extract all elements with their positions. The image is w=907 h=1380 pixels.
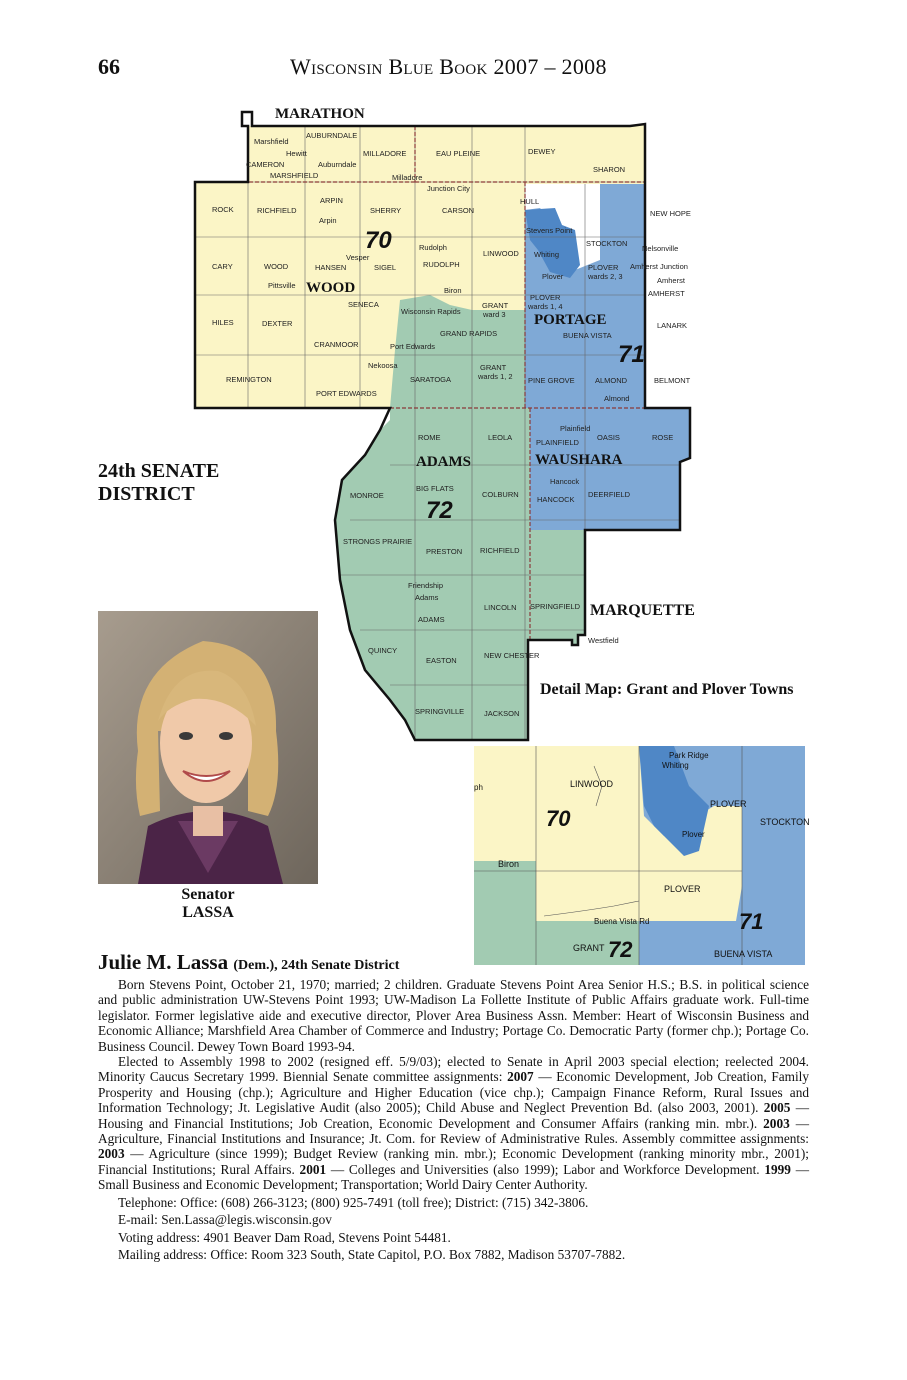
senator-name-line (98, 950, 399, 975)
detail-district-71: 71 (739, 909, 764, 934)
county-label-adams: ADAMS (416, 454, 471, 470)
place-label: wards 1, 2 (478, 372, 513, 381)
bio-year: 2007 (507, 1069, 534, 1085)
photo-caption (98, 886, 318, 922)
place-label: BUENA VISTA (563, 331, 612, 340)
place-label: DEXTER (262, 319, 293, 328)
senator-name: Julie M. Lassa (98, 950, 229, 974)
place-label: Plainfield (560, 424, 591, 433)
place-label: REMINGTON (226, 375, 272, 384)
detail-map (474, 746, 810, 965)
place-label: ROSE (652, 433, 674, 442)
place-label: CAMERON (246, 160, 285, 169)
place-label: Arpin (319, 216, 337, 225)
county-label-marathon: MARATHON (275, 106, 365, 122)
place-label: EAU PLEINE (436, 149, 481, 158)
place-label: HANCOCK (537, 495, 575, 504)
detail-label-buena-vista-rd: Buena Vista Rd (594, 917, 650, 926)
place-label: LANARK (657, 321, 688, 330)
place-label: Junction City (427, 184, 470, 193)
bio-voting-address: Voting address: 4901 Beaver Dam Road, Stevens Point 54481. (118, 1229, 451, 1245)
district-title-line1: 24th SENATE (98, 460, 220, 482)
place-label: Almond (604, 394, 630, 403)
place-label: SPRINGFIELD (530, 602, 581, 611)
place-label: LINWOOD (483, 249, 519, 258)
place-label: AMHERST (648, 289, 685, 298)
place-label: JACKSON (484, 709, 520, 718)
assembly-district-72: 72 (426, 497, 453, 524)
place-label: Nelsonville (642, 244, 679, 253)
place-label: QUINCY (368, 646, 398, 655)
bio-text: — Colleges and Universities (also 1999); Labor and Workforce Development. (326, 1161, 765, 1177)
place-label: Westfield (588, 636, 619, 645)
bio-paragraph-personal: Born Stevens Point, October 21, 1970; married; 2 children. Graduate Stevens Point Area Senior H.S.; B.S. in political science and public administration UW-Stevens Point 1993; UW-Madison La Follette Institute of Public Affairs graduate work. Full-time legislator. Former legislative aide and executive director, Plover Area Business Assn. Member: Heart of Wisconsin Business and Economic Alliance; Marshfield Area Chamber of Commerce and Industry; Portage Co. Democratic Party (former chp.); Portage Co. Business Council. Dewey Town Board 1993-94. (98, 977, 809, 1054)
place-label: NEW CHESTER (484, 651, 540, 660)
place-label: GRANT (480, 363, 507, 372)
place-label: GRANT (482, 301, 509, 310)
place-label: Stevens Point (526, 226, 573, 235)
biography (98, 977, 809, 1262)
bio-email: E-mail: Sen.Lassa@legis.wisconsin.gov (118, 1212, 332, 1228)
detail-label-plover-area: PLOVER (710, 799, 747, 809)
place-label: OASIS (597, 433, 620, 442)
place-label: LINCOLN (484, 603, 517, 612)
place-label: Biron (444, 286, 462, 295)
place-label: MILLADORE (363, 149, 407, 158)
place-label: STRONGS PRAIRIE (343, 537, 413, 546)
place-label: AUBURNDALE (306, 131, 358, 140)
place-label: Amherst Junction (630, 262, 688, 271)
bio-text: — Agriculture, Financial Institutions and Insurance; Jt. Com. for Review of Administrative Rules. Assembly committee assignments: (98, 1115, 809, 1147)
place-label: SIGEL (374, 263, 397, 272)
place-label: HULL (520, 197, 540, 206)
detail-label-buena-vista: BUENA VISTA (714, 949, 773, 959)
portrait-image (98, 611, 318, 884)
bio-text: Elected to Assembly 1998 to 2002 (resigned eff. 5/9/03); elected to Senate in April 2003 special election; reelected 2004. Minority Caucus Secretary 1999. Biennial Senate committee assignments: (98, 1054, 809, 1085)
county-label-marquette: MARQUETTE (590, 602, 695, 619)
place-label: RICHFIELD (257, 206, 297, 215)
place-label: HANSEN (315, 263, 347, 272)
place-label: WOOD (264, 262, 289, 271)
place-label: CRANMOOR (314, 340, 359, 349)
bio-telephone: Telephone: Office: (608) 266-3123; (800) 925-7491 (toll free); District: (715) 342-3806. (118, 1194, 589, 1210)
detail-label-stockton: STOCKTON (760, 817, 810, 827)
bio-year: 2001 (299, 1161, 327, 1177)
place-label: Amherst (657, 276, 685, 285)
place-label: SENECA (348, 300, 379, 309)
place-label: Adams (415, 593, 439, 602)
senator-affiliation: (Dem.), 24th Senate District (233, 958, 400, 973)
place-label: Plover (542, 272, 564, 281)
bio-text: — Economic Development, Job Creation, Family Prosperity and Housing (chp.); Agriculture and Higher Education (vice chp.); Campaign Finance Reform, Rural Issues and Information Technology; Jt. Legislative Audit (also 2005); Child Abuse and Neglect Prevention Bd. (also 2003, 2001). (98, 1069, 810, 1116)
place-label: ROME (418, 433, 441, 442)
county-label-waushara: WAUSHARA (535, 452, 623, 468)
county-label-portage: PORTAGE (534, 312, 607, 328)
place-label: RUDOLPH (423, 260, 460, 269)
detail-label-biron: Biron (498, 859, 520, 869)
place-label: ALMOND (595, 376, 628, 385)
detail-label-grant: GRANT (573, 943, 605, 953)
caption-name: LASSA (182, 904, 234, 921)
place-label: BELMONT (654, 376, 691, 385)
place-label: Wisconsin Rapids (401, 307, 461, 316)
assembly-district-70: 70 (365, 227, 392, 254)
assembly-district-71: 71 (618, 341, 645, 368)
place-label: HILES (212, 318, 234, 327)
place-label: CARY (212, 262, 233, 271)
bio-year: 2003 (98, 1146, 125, 1162)
running-header: Wisconsin Blue Book 2007 – 2008 (290, 54, 607, 79)
detail-label-plover-town: PLOVER (664, 884, 701, 894)
bio-mailing-address: Mailing address: Office: Room 323 South, State Capitol, P.O. Box 7882, Madison 53707-7882. (118, 1246, 626, 1262)
bio-text: — Agriculture (since 1999); Budget Review (ranking min. mbr.); Economic Development (ranking minority mbr., 2001); Financial Institutions; Rural Affairs. (98, 1146, 809, 1177)
bio-year: 1999 (764, 1161, 791, 1177)
place-label: PLAINFIELD (536, 438, 579, 447)
place-label: Friendship (408, 581, 444, 590)
place-label: wards 1, 4 (528, 302, 563, 311)
place-label: GRAND RAPIDS (440, 329, 498, 338)
place-label: STOCKTON (586, 239, 628, 248)
place-label: wards 2, 3 (588, 272, 623, 281)
detail-label-linwood: LINWOOD (570, 779, 614, 789)
place-label: ADAMS (418, 615, 445, 624)
place-label: COLBURN (482, 490, 519, 499)
place-label: Hancock (550, 477, 580, 486)
place-label: PLOVER (530, 293, 561, 302)
place-label: Vesper (346, 253, 370, 262)
caption-title: Senator (181, 886, 235, 903)
detail-label-plover-village: Plover (682, 830, 705, 839)
place-label: PORT EDWARDS (316, 389, 377, 398)
page-number: 66 (98, 54, 120, 79)
place-label: SARATOGA (410, 375, 451, 384)
place-label: PRESTON (426, 547, 463, 556)
place-label: LEOLA (488, 433, 513, 442)
place-label: EASTON (426, 656, 457, 665)
detail-district-72-west (474, 861, 536, 965)
place-label: Marshfield (254, 137, 289, 146)
bio-text: — Small Business and Economic Development; Transportation; World Dairy Center Authority. (98, 1161, 809, 1193)
place-label: RICHFIELD (480, 546, 520, 555)
place-label: ROCK (212, 205, 234, 214)
place-label: SHARON (593, 165, 626, 174)
bio-paragraph-legislative (98, 1054, 809, 1193)
bio-year: 2003 (763, 1115, 790, 1131)
bio-year: 2005 (763, 1100, 791, 1116)
place-label: MARSHFIELD (270, 171, 319, 180)
detail-label-whiting: Whiting (662, 761, 689, 770)
detail-district-72: 72 (608, 937, 633, 962)
place-label: ward 3 (483, 310, 506, 319)
district-title-line2: DISTRICT (98, 483, 195, 505)
county-label-wood: WOOD (306, 280, 356, 296)
place-label: SHERRY (370, 206, 402, 215)
detail-label-edge: ph (474, 783, 483, 792)
detail-district-70: 70 (546, 806, 571, 831)
place-label: Pittsville (268, 281, 296, 290)
place-label: MONROE (350, 491, 384, 500)
place-label: Whiting (534, 250, 560, 259)
place-label: Nekoosa (368, 361, 398, 370)
place-label: Auburndale (318, 160, 357, 169)
detail-map-title: Detail Map: Grant and Plover Towns (540, 681, 794, 698)
senator-photo (98, 611, 318, 884)
place-label: ARPIN (320, 196, 343, 205)
place-label: Port Edwards (390, 342, 436, 351)
place-label: Milladore (392, 173, 423, 182)
place-label: SPRINGVILLE (415, 707, 465, 716)
place-label: CARSON (442, 206, 475, 215)
place-label: PINE GROVE (528, 376, 575, 385)
place-label: BIG FLATS (416, 484, 454, 493)
bio-text: — Housing and Financial Institutions; Job Creation, Economic Development and Consumer Affairs (ranking min. mbr.). (98, 1100, 809, 1131)
place-label: NEW HOPE (650, 209, 691, 218)
place-label: DEERFIELD (588, 490, 631, 499)
place-label: Hewitt (286, 149, 307, 158)
place-label: Rudolph (419, 243, 447, 252)
detail-label-park-ridge: Park Ridge (669, 751, 709, 760)
place-label: DEWEY (528, 147, 556, 156)
place-label: PLOVER (588, 263, 619, 272)
